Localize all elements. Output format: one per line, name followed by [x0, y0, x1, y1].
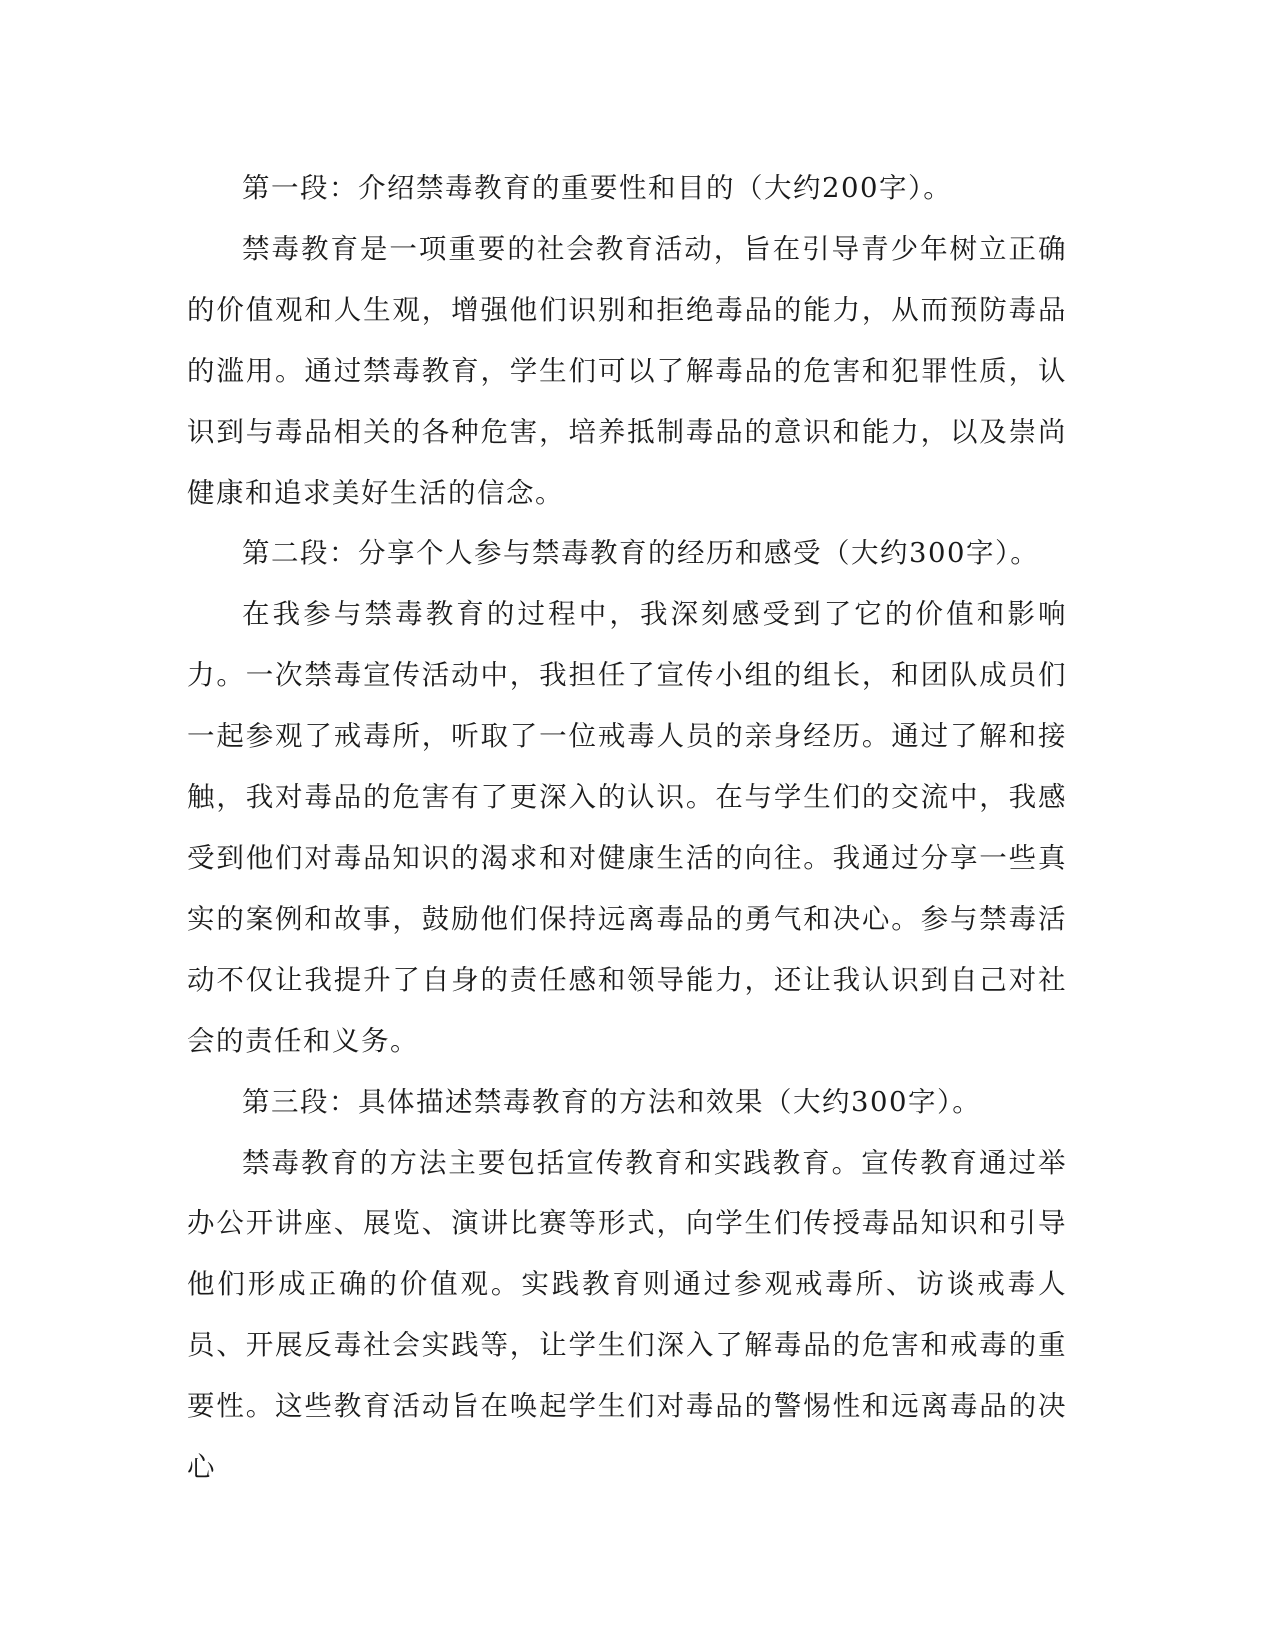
- paragraph-body-3: 禁毒教育的方法主要包括宣传教育和实践教育。宣传教育通过举办公开讲座、展览、演讲比赛等形式，向学生们传授毒品知识和引导他们形成正确的价值观。实践教育则通过参观戒毒所、访谈戒毒人员、开展反毒社会实践等，让学生们深入了解毒品的危害和戒毒的重要性。这些教育活动旨在唤起学生们对毒品的警惕性和远离毒品的决心: [187, 1146, 1067, 1484]
- paragraph-heading-1: 第一段：介绍禁毒教育的重要性和目的（大约200字）。: [242, 172, 953, 204]
- paragraph-body-2: 在我参与禁毒教育的过程中，我深刻感受到了它的价值和影响力。一次禁毒宣传活动中，我担任了宣传小组的组长，和团队成员们一起参观了戒毒所，听取了一位戒毒人员的亲身经历。通过了解和接触，我对毒品的危害有了更深入的认识。在与学生们的交流中，我感受到他们对毒品知识的渴求和对健康生活的向往。我通过分享一些真实的案例和故事，鼓励他们保持远离毒品的勇气和决心。参与禁毒活动不仅让我提升了自身的责任感和领导能力，还让我认识到自己对社会的责任和义务。: [187, 598, 1067, 1057]
- paragraph-heading-2: 第二段：分享个人参与禁毒教育的经历和感受（大约300字）。: [242, 537, 1040, 570]
- paragraph-body-1: 禁毒教育是一项重要的社会教育活动，旨在引导青少年树立正确的价值观和人生观，增强他们识别和拒绝毒品的能力，从而预防毒品的滥用。通过禁毒教育，学生们可以了解毒品的危害和犯罪性质，认识到与毒品相关的各种危害，培养抵制毒品的意识和能力，以及崇尚健康和追求美好生活的信念。: [187, 232, 1067, 509]
- document-body: [187, 158, 1067, 1498]
- paragraph-heading-3: 第三段：具体描述禁毒教育的方法和效果（大约300字）。: [242, 1085, 982, 1118]
